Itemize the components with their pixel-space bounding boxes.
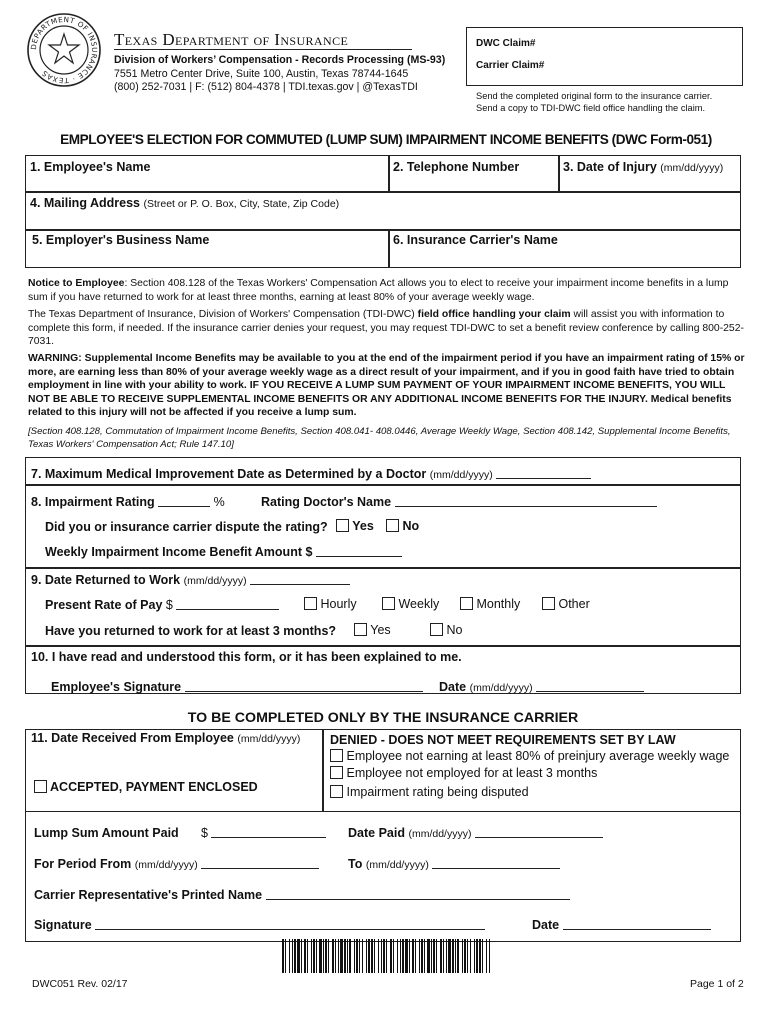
employee-name-field[interactable]: 1. Employee's Name [30,160,151,174]
monthly-checkbox[interactable] [460,597,473,610]
accepted-option[interactable]: ACCEPTED, PAYMENT ENCLOSED [34,780,258,794]
impairment-rating-field[interactable]: 8. Impairment Rating % [31,495,225,509]
barcode-bar [452,939,454,973]
accepted-checkbox[interactable] [34,780,47,793]
barcode-bar [316,939,317,973]
notice-to-employee: Notice to Employee: Section 408.128 of the Texas Workers' Compensation Act allows you to elect to receive your impairment income benefits in a lump sum if you have returned to work for at least three months, earning at least 80% of your average weekly wage. [28,278,729,303]
barcode-bar [325,939,327,973]
date-received-field[interactable]: 11. Date Received From Employee (mm/dd/yyyy) [31,731,301,745]
barcode-bar [297,939,300,973]
carrier-rep-name-field[interactable]: Carrier Representative's Printed Name [34,888,570,902]
barcode-bar [433,939,435,973]
barcode-bar [402,939,404,973]
date-of-injury-field[interactable]: 3. Date of Injury (mm/dd/yyyy) [563,160,724,174]
barcode-bar [313,939,315,973]
carrier-signature-field[interactable]: Signature [34,918,485,932]
barcode-bar [409,939,410,973]
barcode-bar [335,939,336,973]
returned-yes-option[interactable]: Yes [354,623,391,637]
returned-no-checkbox[interactable] [430,623,443,636]
barcode-bar [378,939,379,973]
page-number: Page 1 of 2 [690,978,744,990]
lump-sum-dollar[interactable]: $ [201,826,326,840]
barcode-bar [301,939,302,973]
barcode-bar [292,939,293,973]
barcode-bar [489,939,490,973]
employer-name-field[interactable]: 5. Employer's Business Name [32,233,210,247]
barcode-bar [427,939,430,973]
barcode-bar [294,939,296,973]
barcode-bar [386,939,387,973]
rate-hourly-option[interactable]: Hourly [304,597,357,611]
agency-rule [114,49,412,50]
barcode-bar [307,939,308,973]
denied-reason-1-checkbox[interactable] [330,749,343,762]
dwc-claim-field[interactable]: DWC Claim# [476,38,536,49]
barcode-bar [482,939,483,973]
acknowledgement-statement: 10. I have read and understood this form, or it has been explained to me. [31,650,462,664]
barcode-bar [338,939,339,973]
barcode-bar [285,939,286,973]
barcode-bar [455,939,456,973]
carrier-signature-date-field[interactable]: Date [532,918,711,932]
statute-citation: [Section 408.128, Commutation of Impairment Income Benefits, Section 408.041- 408.0446, Average Weekly Wage, Section 408.142, Supplemental Income Benefits, Texas Workers' Compensation Act; Rule 147.10] [28,426,731,450]
returned-yes-checkbox[interactable] [354,623,367,636]
dispute-no-option[interactable]: No [386,519,419,533]
barcode-bar [457,939,459,973]
barcode-bar [289,939,290,973]
barcode-bar [366,939,367,973]
agency-address: 7551 Metro Center Drive, Suite 100, Austin, Texas 78744-1645 [114,68,409,80]
barcode-bar [311,939,312,973]
barcode-bar [340,939,343,973]
barcode-bar [467,939,468,973]
barcode-bar [381,939,382,973]
rate-monthly-option[interactable]: Monthly [460,597,520,611]
send-note-1: Send the completed original form to the insurance carrier. [476,91,713,101]
period-from-field[interactable]: For Period From (mm/dd/yyyy) [34,857,319,871]
svg-text:DEPARTMENT OF INSURANCE · TEXA: DEPARTMENT OF INSURANCE · TEXAS [28,14,100,86]
barcode-bar [359,939,360,973]
form-title: EMPLOYEE'S ELECTION FOR COMMUTED (LUMP SUM) IMPAIRMENT INCOME BENEFITS (DWC Form-051) [60,132,712,147]
barcode-bar [440,939,442,973]
barcode-bar [282,939,284,973]
barcode-bar [374,939,375,973]
rate-other-option[interactable]: Other [542,597,590,611]
rate-weekly-option[interactable]: Weekly [382,597,439,611]
form-revision: DWC051 Rev. 02/17 [32,978,128,990]
barcode-bar [424,939,425,973]
barcode-bar [448,939,451,973]
barcode-bar [443,939,444,973]
dispute-question: Did you or insurance carrier dispute the rating? [45,520,328,534]
barcode-bar [356,939,358,973]
carrier-name-field[interactable]: 6. Insurance Carrier's Name [393,233,558,247]
barcode-bar [371,939,373,973]
barcode-bar [397,939,398,973]
form-barcode [282,939,490,973]
other-checkbox[interactable] [542,597,555,610]
barcode-bar [462,939,463,973]
denied-reason-1[interactable]: Employee not earning at least 80% of preinjury average weekly wage [330,749,729,763]
denied-reason-3-checkbox[interactable] [330,785,343,798]
barcode-bar [476,939,478,973]
weekly-checkbox[interactable] [382,597,395,610]
agency-contact: (800) 252-7031 | F: (512) 804-4378 | TDI.texas.gov | @TexasTDI [114,81,418,93]
barcode-bar [347,939,348,973]
denied-reason-2-checkbox[interactable] [330,766,343,779]
barcode-bar [436,939,437,973]
barcode-bar [383,939,385,973]
rating-doctor-field[interactable]: Rating Doctor's Name [261,495,657,509]
barcode-bar [354,939,355,973]
barcode-bar [323,939,324,973]
barcode-bar [400,939,401,973]
date-returned-field[interactable]: 9. Date Returned to Work (mm/dd/yyyy) [31,573,350,587]
barcode-bar [412,939,414,973]
agency-seal [26,12,102,88]
lump-sum-amount-field[interactable]: Lump Sum Amount Paid [34,826,179,840]
barcode-bar [421,939,423,973]
dispute-yes-checkbox[interactable] [336,519,349,532]
returned-question: Have you returned to work for at least 3 months? [45,624,337,638]
barcode-bar [464,939,466,973]
barcode-bar [486,939,487,973]
dispute-yes-option[interactable]: Yes [336,519,374,533]
barcode-bar [319,939,322,973]
barcode-bar [419,939,420,973]
notice-tdi-paragraph: The Texas Department of Insurance, Division of Workers' Compensation (TDI-DWC) field office handling your claim will assist you with information to complete this form, if needed. If the insurance carrier denies your request, you may request TDI-DWC to set a benefit review conference by calling 800-252-7031. [28,309,744,347]
barcode-bar [415,939,416,973]
present-rate-field[interactable]: Present Rate of Pay $ [45,598,279,612]
agency-name: Texas Department of Insurance [114,30,349,49]
warning-paragraph: WARNING: Supplemental Income Benefits may be available to you at the end of the impairment period if you have an impairment rating of 15% or more, are earning less than 80% of your average weekly wage as a direct result of your impairment, and if you in good faith have tried to obtain employment in line with your ability to work. IF YOU RECEIVE A LUMP SUM PAYMENT OF YOUR IMPAIRMENT INCOME BENEFITS, YOU WILL NOT BE ABLE TO RECEIVE SUPPLEMENTAL INCOME BENEFITS OR ANY ADDITIONAL INCOME BENEFITS FOR THE INJURY. Medical benefits related to this injury will not be affected if you receive a lump sum. [28,353,745,418]
employee-signature-date-field[interactable]: Date (mm/dd/yyyy) [439,680,644,694]
mailing-address-field[interactable]: 4. Mailing Address (Street or P. O. Box, City, State, Zip Code) [30,196,340,210]
dispute-no-checkbox[interactable] [386,519,399,532]
barcode-bar [390,939,392,973]
barcode-bar [328,939,329,973]
denied-reason-3[interactable]: Impairment rating being disputed [330,785,529,799]
carrier-section-heading: TO BE COMPLETED ONLY BY THE INSURANCE CARRIER [187,710,579,726]
returned-no-option[interactable]: No [430,623,462,637]
employee-signature-field[interactable]: Employee's Signature [51,680,423,694]
barcode-bar [332,939,334,973]
division-name: Division of Workers’ Compensation - Records Processing (MS-93) [114,54,446,66]
barcode-bar [362,939,363,973]
denied-heading: DENIED - DOES NOT MEET REQUIREMENTS SET BY LAW [330,733,676,747]
barcode-bar [474,939,475,973]
claim-number-box [466,27,743,86]
barcode-bar [349,939,351,973]
denied-reason-2[interactable]: Employee not employed for at least 3 months [330,766,597,780]
barcode-bar [393,939,394,973]
barcode-bar [470,939,471,973]
period-to-field[interactable]: To (mm/dd/yyyy) [348,857,560,871]
weekly-benefit-amount-field[interactable]: Weekly Impairment Income Benefit Amount $ [45,545,402,559]
date-paid-field[interactable]: Date Paid (mm/dd/yyyy) [348,826,603,840]
barcode-bar [304,939,306,973]
barcode-bar [405,939,408,973]
barcode-bar [431,939,432,973]
telephone-field[interactable]: 2. Telephone Number [393,160,520,174]
mmi-date-field[interactable]: 7. Maximum Medical Improvement Date as Determined by a Doctor (mm/dd/yyyy) [31,467,591,481]
barcode-bar [479,939,481,973]
send-note-2: Send a copy to TDI-DWC field office handling the claim. [476,103,706,113]
barcode-bar [368,939,370,973]
barcode-bar [344,939,346,973]
carrier-claim-field[interactable]: Carrier Claim# [476,60,545,71]
hourly-checkbox[interactable] [304,597,317,610]
barcode-bar [446,939,447,973]
